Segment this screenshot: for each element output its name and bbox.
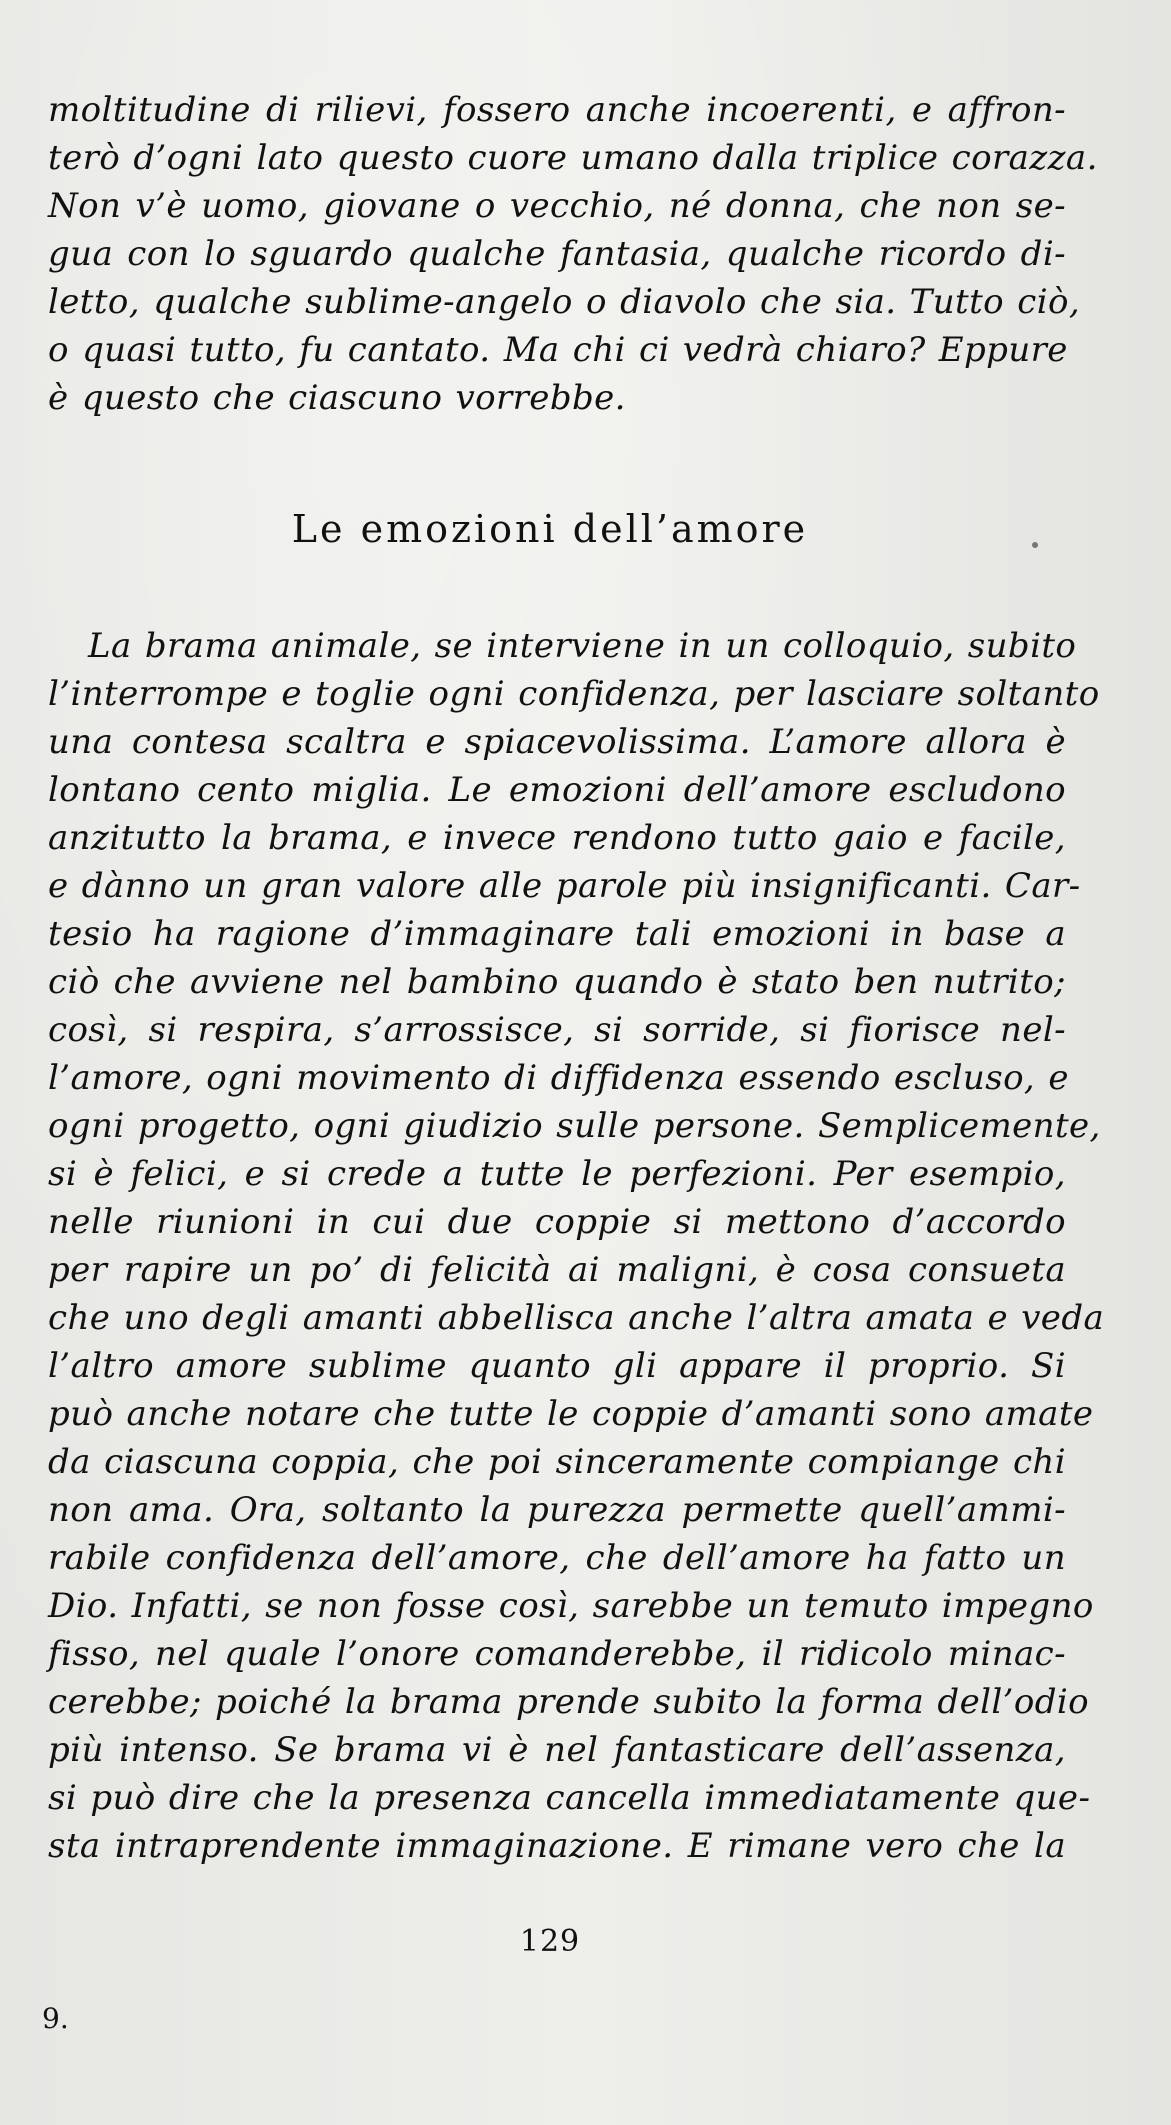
signature-mark: 9.: [42, 2002, 69, 2035]
section-line: l’amore, ogni movimento di diffidenza essendo escluso, e: [48, 1058, 1069, 1098]
section-line: cerebbe; poiché la brama prende subito la forma dell’odio: [48, 1682, 1090, 1722]
intro-line: gua con lo sguardo qualche fantasia, qualche ricordo di-: [48, 234, 1066, 274]
section-line: può anche notare che tutte le coppie d’amanti sono amate: [48, 1394, 1094, 1434]
intro-line: è questo che ciascuno vorrebbe.: [48, 378, 626, 418]
section-line: non ama. Ora, soltanto la purezza permette quell’ammi-: [48, 1490, 1066, 1530]
section-line: anzitutto la brama, e invece rendono tutto gaio e facile,: [48, 818, 1066, 858]
section-line: ciò che avviene nel bambino quando è stato ben nutrito;: [48, 962, 1066, 1002]
intro-line: moltitudine di rilievi, fossero anche incoerenti, e affron-: [48, 90, 1066, 130]
section-line: nelle riunioni in cui due coppie si mettono d’accordo: [48, 1202, 1066, 1242]
section-line: sta intraprendente immaginazione. E rimane vero che la: [48, 1826, 1066, 1866]
section-line: Dio. Infatti, se non fosse così, sarebbe un temuto impegno: [48, 1586, 1094, 1626]
section-line: così, si respira, s’arrossisce, si sorride, si fiorisce nel-: [48, 1010, 1066, 1050]
page-number: 129: [519, 1924, 581, 1959]
print-speck: [1032, 542, 1038, 548]
intro-line: terò d’ogni lato questo cuore umano dalla triplice corazza.: [48, 138, 1098, 178]
section-line: per rapire un po’ di felicità ai maligni, è cosa consueta: [48, 1250, 1066, 1290]
section-line: fisso, nel quale l’onore comanderebbe, il ridicolo minac-: [48, 1634, 1066, 1674]
section-line: l’interrompe e toglie ogni confidenza, per lasciare soltanto: [48, 674, 1100, 714]
section-line: si può dire che la presenza cancella immediatamente que-: [48, 1778, 1091, 1818]
section-line: ogni progetto, ogni giudizio sulle persone. Semplicemente,: [48, 1106, 1101, 1146]
section-line: La brama animale, se interviene in un colloquio, subito: [88, 626, 1077, 666]
section-line: da ciascuna coppia, che poi sinceramente compiange chi: [48, 1442, 1066, 1482]
section-line: l’altro amore sublime quanto gli appare il proprio. Si: [48, 1346, 1066, 1386]
intro-line: letto, qualche sublime-angelo o diavolo che sia. Tutto ciò,: [48, 282, 1081, 322]
section-line: rabile confidenza dell’amore, che dell’amore ha fatto un: [48, 1538, 1066, 1578]
section-line: si è felici, e si crede a tutte le perfezioni. Per esempio,: [48, 1154, 1066, 1194]
section-line: tesio ha ragione d’immaginare tali emozioni in base a: [48, 914, 1066, 954]
section-line: e dànno un gran valore alle parole più insignificanti. Car-: [48, 866, 1081, 906]
section-title: Le emozioni dell’amore: [291, 507, 809, 551]
section-line: lontano cento miglia. Le emozioni dell’amore escludono: [48, 770, 1066, 810]
section-line: che uno degli amanti abbellisca anche l’altra amata e veda: [48, 1298, 1105, 1338]
intro-line: Non v’è uomo, giovane o vecchio, né donna, che non se-: [48, 186, 1066, 226]
section-line: più intenso. Se brama vi è nel fantasticare dell’assenza,: [48, 1730, 1066, 1770]
section-line: una contesa scaltra e spiacevolissima. L’amore allora è: [48, 722, 1066, 762]
intro-line: o quasi tutto, fu cantato. Ma chi ci vedrà chiaro? Eppure: [48, 330, 1068, 370]
